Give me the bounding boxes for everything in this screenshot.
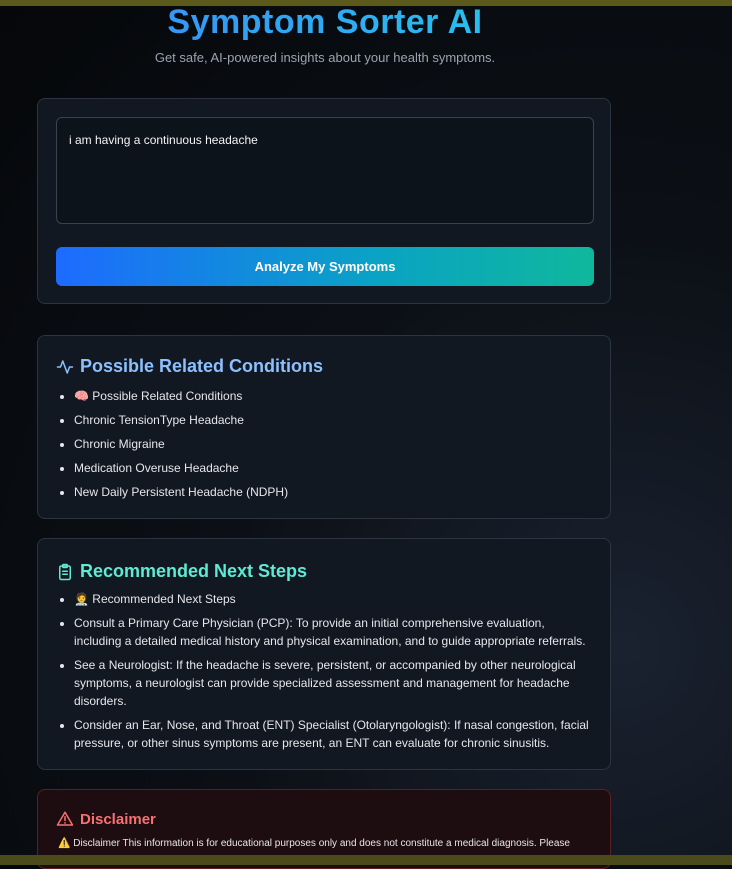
list-item: • Chronic Migraine bbox=[74, 435, 594, 453]
disclaimer-body: Disclaimer This information is for educational purposes only and does not constitute a medical diagnosis. Please bbox=[73, 838, 570, 849]
list-item: • See a Neurologist: If the headache is severe, persistent, or accompanied by other neurological symptoms, a neurologist can provide specialized assessment and management for headache disorders. bbox=[74, 656, 594, 710]
conditions-card bbox=[37, 335, 611, 519]
list-item: • 🧠 Possible Related Conditions bbox=[74, 387, 594, 405]
steps-header bbox=[56, 561, 307, 582]
activity-icon bbox=[56, 358, 74, 376]
next-steps-card bbox=[37, 538, 611, 770]
symptom-textarea[interactable]: i am having a continuous headache bbox=[56, 117, 594, 224]
steps-heading: Recommended Next Steps bbox=[80, 561, 308, 581]
disclaimer-header bbox=[56, 810, 156, 828]
list-item: • Chronic TensionType Headache bbox=[74, 411, 594, 429]
conditions-list bbox=[56, 387, 594, 507]
warning-icon bbox=[56, 810, 74, 828]
disclaimer-text bbox=[58, 837, 594, 850]
conditions-heading: Possible Related Conditions bbox=[80, 356, 324, 376]
bottom-border bbox=[0, 855, 732, 865]
symptom-input-card bbox=[37, 98, 611, 304]
warning-emoji-icon: ⚠️ bbox=[58, 838, 71, 849]
list-item: • New Daily Persistent Headache (NDPH) bbox=[74, 483, 594, 501]
list-item: • Consider an Ear, Nose, and Throat (ENT) Specialist (Otolaryngologist): If nasal congestion, facial pressure, or other sinus symptoms are present, an ENT can evaluate for chronic sinusitis. bbox=[74, 716, 594, 752]
list-item: • 🧑‍⚕️ Recommended Next Steps bbox=[74, 590, 594, 608]
analyze-button[interactable]: Analyze My Symptoms bbox=[56, 247, 594, 286]
conditions-header bbox=[56, 356, 323, 377]
steps-list bbox=[56, 590, 594, 758]
page-title: Symptom Sorter AI bbox=[0, 0, 650, 44]
list-item: • Consult a Primary Care Physician (PCP): To provide an initial comprehensive evaluation, including a detailed medical history and physical examination, and to guide appropriate referrals. bbox=[74, 614, 594, 650]
clipboard-icon bbox=[56, 563, 74, 581]
list-item: • Medication Overuse Headache bbox=[74, 459, 594, 477]
page-subtitle: Get safe, AI-powered insights about your health symptoms. bbox=[154, 50, 496, 65]
disclaimer-heading: Disclaimer bbox=[80, 810, 156, 828]
